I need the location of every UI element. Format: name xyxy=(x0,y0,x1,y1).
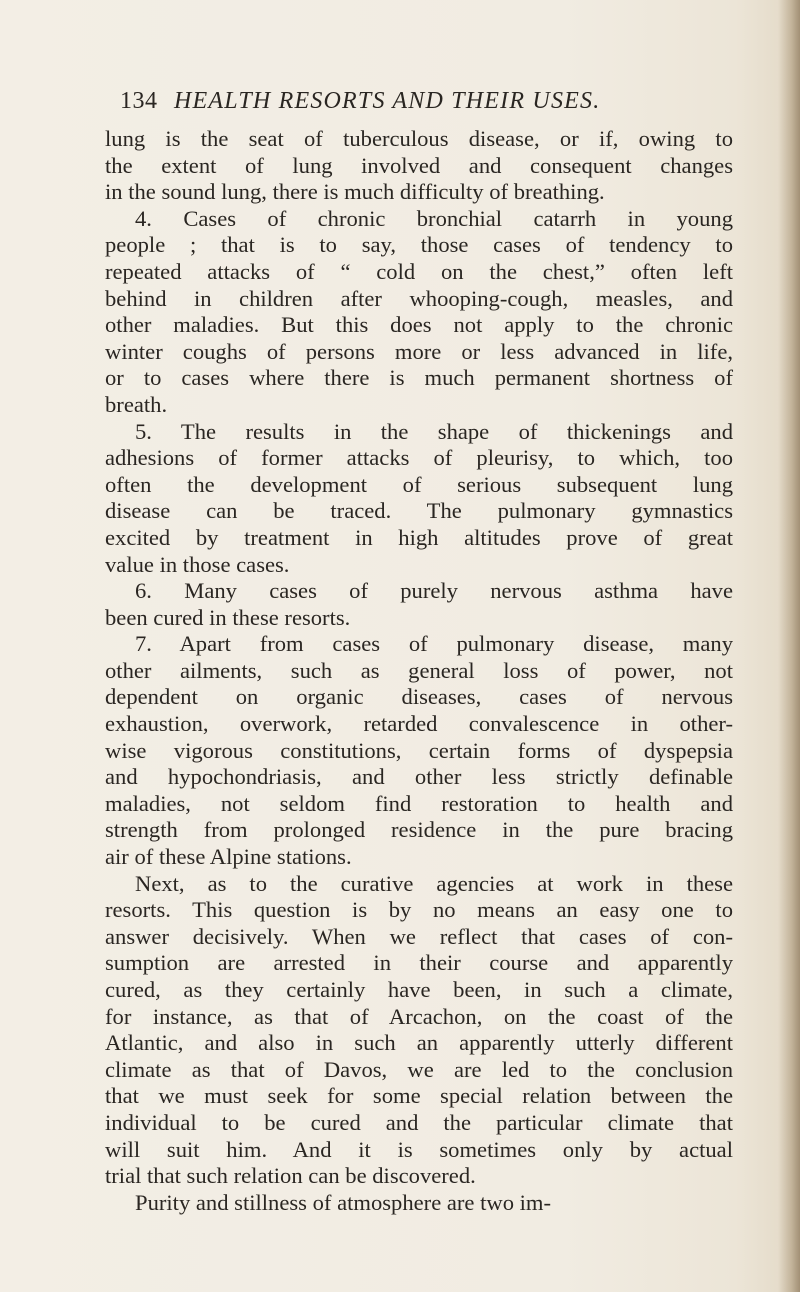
text-line: excited by treatment in high altitudes prove of great xyxy=(105,524,733,550)
text-line: dependent on organic diseases, cases of nervous xyxy=(105,684,733,710)
text-line: or to cases where there is much permanent shortness of xyxy=(105,365,733,391)
text-line: 7. Apart from cases of pulmonary disease, many xyxy=(135,631,733,657)
text-line: breath. xyxy=(105,391,168,417)
text-line: winter coughs of persons more or less advanced in life, xyxy=(105,338,733,364)
body-text xyxy=(105,126,733,1216)
text-line: will suit him. And it is sometimes only by actual xyxy=(105,1136,733,1162)
text-line: sumption are arrested in their course and apparently xyxy=(105,950,733,976)
text-line: adhesions of former attacks of pleurisy, to which, too xyxy=(105,445,733,471)
text-line: other ailments, such as general loss of power, not xyxy=(105,657,733,683)
text-line: resorts. This question is by no means an easy one to xyxy=(105,897,733,923)
text-line: the extent of lung involved and consequent changes xyxy=(105,152,733,178)
text-line: and hypochondriasis, and other less strictly definable xyxy=(105,764,733,790)
text-line: 5. The results in the shape of thickenings and xyxy=(135,418,733,444)
page-number: 134 xyxy=(120,88,158,114)
text-line: trial that such relation can be discovered. xyxy=(105,1163,476,1189)
text-line: for instance, as that of Arcachon, on the coast of the xyxy=(105,1003,733,1029)
text-line: other maladies. But this does not apply to the chronic xyxy=(105,312,733,338)
running-head: HEALTH RESORTS AND THEIR USES. xyxy=(174,88,601,114)
text-line: wise vigorous constitutions, certain forms of dyspepsia xyxy=(105,737,733,763)
text-line: Atlantic, and also in such an apparently utterly different xyxy=(105,1030,733,1056)
text-line: often the development of serious subsequent lung xyxy=(105,471,733,497)
text-line: answer decisively. When we reflect that cases of con- xyxy=(105,923,733,949)
text-line: value in those cases. xyxy=(105,551,290,577)
text-line: exhaustion, overwork, retarded convalescence in other- xyxy=(105,711,733,737)
text-line: people ; that is to say, those cases of tendency to xyxy=(105,232,733,258)
text-line: Purity and stillness of atmosphere are two im- xyxy=(135,1189,552,1215)
text-line: air of these Alpine stations. xyxy=(105,844,352,870)
text-line: cured, as they certainly have been, in such a climate, xyxy=(105,977,733,1002)
page-header xyxy=(112,86,732,120)
page-edge-shadow xyxy=(778,0,800,1292)
text-line: lung is the seat of tuberculous disease, or if, owing to xyxy=(105,126,733,151)
text-line: strength from prolonged residence in the pure bracing xyxy=(105,817,733,843)
text-line: that we must seek for some special relation between the xyxy=(105,1083,733,1109)
text-line: individual to be cured and the particular climate that xyxy=(105,1109,733,1135)
text-line: 6. Many cases of purely nervous asthma have xyxy=(135,578,733,604)
text-line: maladies, not seldom find restoration to health and xyxy=(105,790,733,816)
text-line: 4. Cases of chronic bronchial catarrh in young xyxy=(135,205,733,231)
text-line: behind in children after whooping-cough, measles, and xyxy=(105,285,733,311)
text-line: been cured in these resorts. xyxy=(105,604,351,630)
text-line: in the sound lung, there is much difficulty of breathing. xyxy=(105,179,605,205)
text-line: climate as that of Davos, we are led to the conclusion xyxy=(105,1056,733,1082)
text-line: disease can be traced. The pulmonary gymnastics xyxy=(105,498,733,524)
text-line: Next, as to the curative agencies at work in these xyxy=(135,870,733,896)
text-line: repeated attacks of “ cold on the chest,” often left xyxy=(105,258,733,284)
